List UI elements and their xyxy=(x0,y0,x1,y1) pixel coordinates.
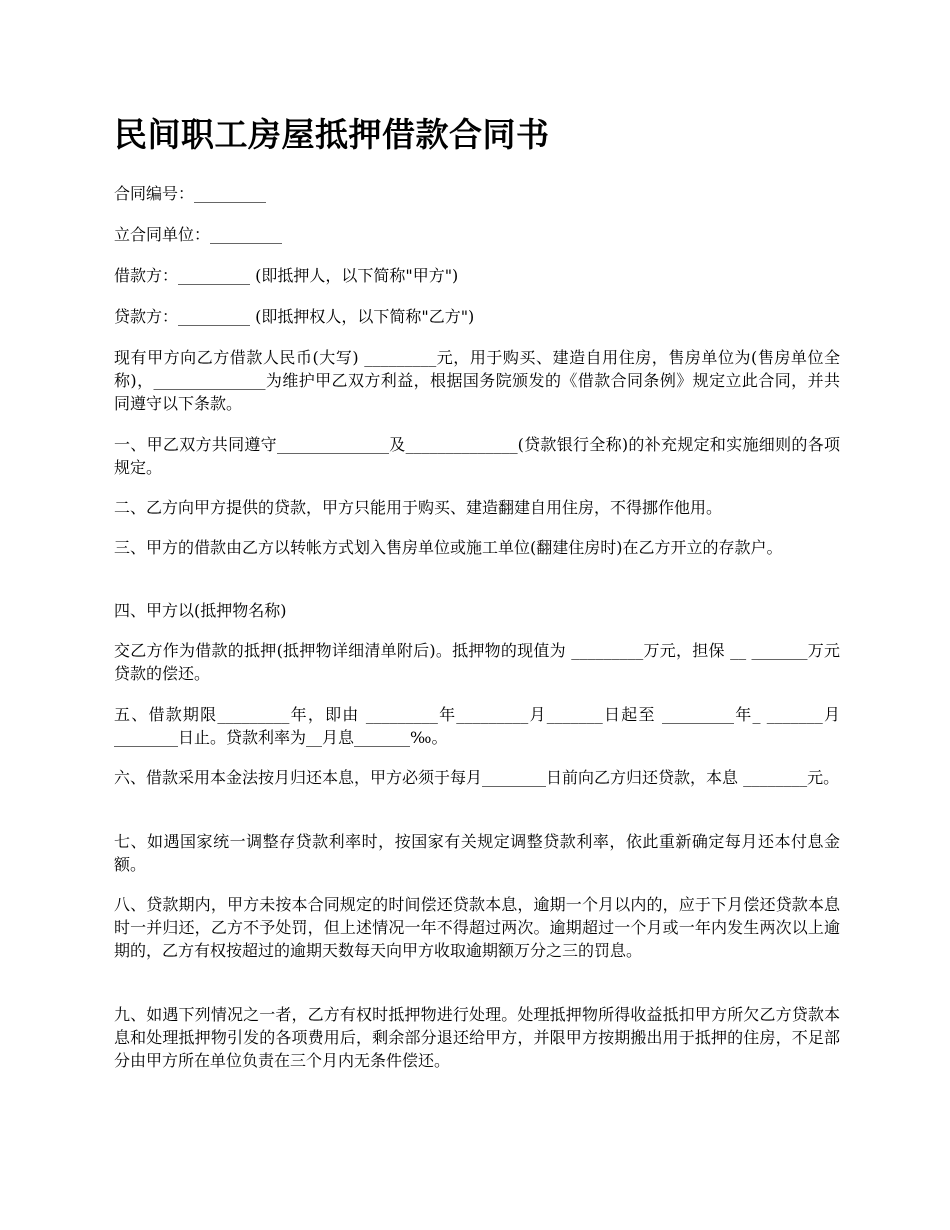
clause-9: 九、如遇下列情况之一者，乙方有权时抵押物进行处理。处理抵押物所得收益抵扣甲方所欠乙方贷款本息和处理抵押物引发的各项费用后，剩余部分退还给甲方，并限甲方按期搬出用于抵押的住房，不足部分由甲方所在单位负责在三个月内无条件偿还。 xyxy=(114,1005,840,1070)
lender-field: 贷款方：_________ (即抵押权人，以下简称"乙方") xyxy=(114,307,475,326)
clause-8: 八、贷款期内，甲方未按本合同规定的时间偿还贷款本息，逾期一个月以内的，应于下月偿还贷款本息时一并归还，乙方不予处罚，但上述情况一年不得超过两次。逾期超过一个月或一年内发生两次以上逾期的，乙方有权按超过的逾期天数每天向甲方收取逾期额万分之三的罚息。 xyxy=(114,895,840,960)
preamble-paragraph: 现有甲方向乙方借款人民币(大写) _________元，用于购买、建造自用住房，售房单位为(售房单位全称)，______________为维护甲乙双方利益，根据国务院颁发的《借款合同条例》规定立此合同，并共同遵守以下条款。 xyxy=(114,348,840,413)
clause-4: 四、甲方以(抵押物名称) xyxy=(114,601,287,620)
document-title: 民间职工房屋抵押借款合同书 xyxy=(114,115,550,154)
clause-3: 三、甲方的借款由乙方以转帐方式划入售房单位或施工单位(翻建住房时)在乙方开立的存款户。 xyxy=(114,538,783,557)
contract-number-field: 合同编号：_________ xyxy=(114,184,267,203)
clause-4-continued: 交乙方作为借款的抵押(抵押物详细清单附后)。抵押物的现值为 _________万元，担保 __ _______万元贷款的偿还。 xyxy=(114,641,840,683)
clause-7: 七、如遇国家统一调整存贷款利率时，按国家有关规定调整贷款利率，依此重新确定每月还本付息金额。 xyxy=(114,832,840,874)
clause-1: 一、甲乙双方共同遵守______________及______________(贷款银行全称)的补充规定和实施细则的各项规定。 xyxy=(114,435,840,477)
borrower-field: 借款方：_________ (即抵押人，以下简称"甲方") xyxy=(114,266,459,285)
clause-2: 二、乙方向甲方提供的贷款，甲方只能用于购买、建造翻建自用住房，不得挪作他用。 xyxy=(114,498,723,517)
clause-5: 五、借款期限_________年，即由 _________年_________月_______日起至 _________年_ _______月________日止。贷款利率为__月息_______‰。 xyxy=(114,705,840,747)
contract-unit-field: 立合同单位：_________ xyxy=(114,225,283,244)
clause-6: 六、借款采用本金法按月归还本息，甲方必须于每月________日前向乙方归还贷款，本息 ________元。 xyxy=(114,768,840,787)
